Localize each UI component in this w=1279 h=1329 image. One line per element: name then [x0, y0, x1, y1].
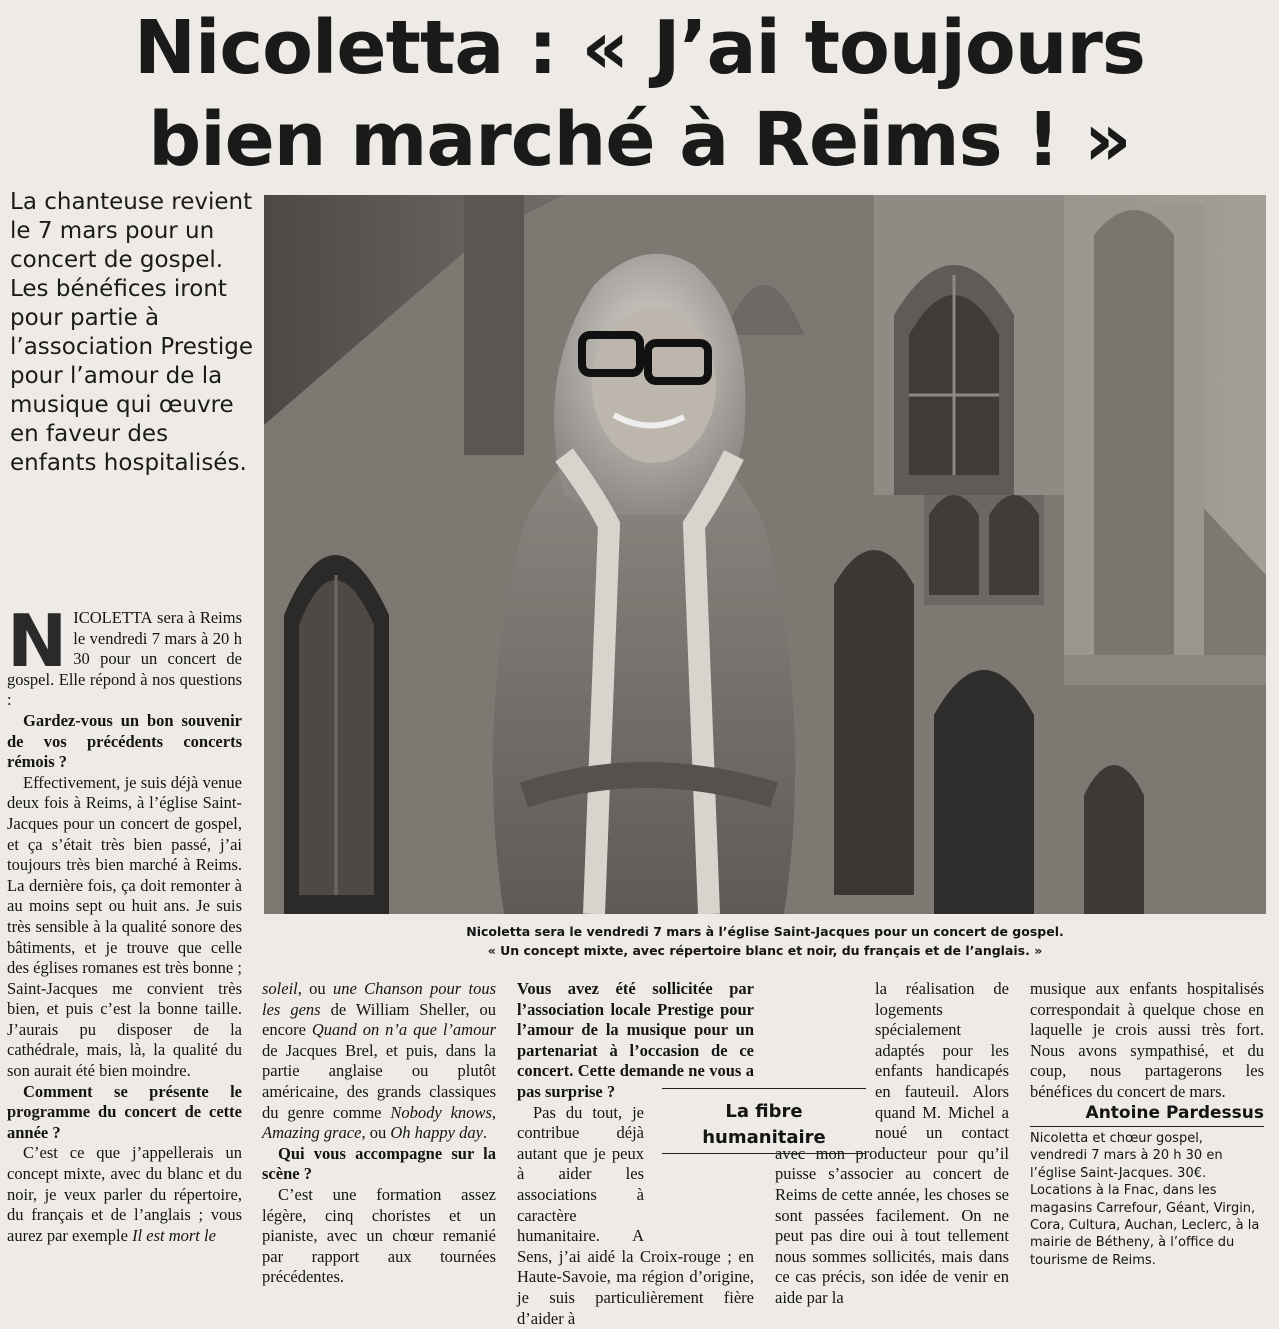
headline-line-1: Nicoletta : « J’ai toujours — [134, 5, 1145, 91]
article-column-2 — [262, 979, 496, 1288]
answer-4-continued: la réalisation de logements spécialement adaptés pour les enfants handicapés en fauteuil. Alors quand M. Michel a noué un contact avec mon producteur pour qu’il puisse s’associer au concert de Reims de cette année, les choses se sont passées facilement. On ne peut pas dire oui à tout tellement nous sommes sollicités, mais dans ce cas précis, son idée de venir en aide par la — [775, 979, 1009, 1307]
song-title: Il est mort le — [132, 1225, 216, 1245]
practical-info: Nicoletta et chœur gospel, vendredi 7 mars à 20 h 30 en l’église Saint-Jacques. 30€. Locations à la Fnac, dans les magasins Carrefour, Géant, Virgin, Cora, Cultura, Auchan, Leclerc, à la mairie de Bétheny, à l’office du tourisme de Reims. — [1030, 1131, 1260, 1268]
intro-paragraph — [7, 599, 242, 711]
article-column-1 — [7, 599, 242, 1246]
body-text: de Jacques Brel, et puis, dans la partie anglaise ou plutôt américaine, des grands classiques du genre comme — [262, 1040, 496, 1122]
inset-heading: La fibre humanitaire — [662, 1088, 866, 1154]
article-column-3 — [517, 979, 754, 1329]
answer-4: Pas du tout, je contribue déjà autant que je peux à aider les associations à caractère humanitaire. A Sens, j’ai aidé la Croix-rouge ; en Haute-Savoie, ma région d’origine, je suis particulièrement fière d’aider à — [517, 1102, 754, 1328]
caption-line-2: « Un concept mixte, avec répertoire blanc et noir, du français et de l’anglais. » — [487, 943, 1043, 958]
song-title: soleil — [262, 979, 298, 998]
photo-nicoletta-church — [264, 195, 1266, 914]
question-2: Comment se présente le programme du concert de cette année ? — [7, 1081, 242, 1142]
headline-line-2: bien marché à Reims ! » — [148, 97, 1131, 183]
answer-2-continued — [262, 979, 496, 1144]
answer-2 — [7, 1143, 242, 1246]
song-title: Nobody knows — [390, 1102, 492, 1122]
article-column-5 — [1030, 979, 1264, 1103]
question-4: Vous avez été sollicitée par l’association locale Prestige pour l’amour de la musique pour un partenariat à l’occasion de ce concert. Cette demande ne vous a pas surprise ? — [517, 979, 754, 1101]
photo-caption — [264, 922, 1266, 960]
photo-illustration — [264, 195, 1266, 914]
body-text: . — [482, 1123, 488, 1143]
body-text: , — [491, 1102, 496, 1122]
answer-1: Effectivement, je suis déjà venue deux fois à Reims, à l’église Saint-Jacques pour un concert de gospel, et ça s’était très bien passé, j’ai toujours très bien marché à Reims. La dernière fois, ça doit remonter à au moins sept ou huit ans. Je suis très sensible à la qualité sonore des bâtiments, et je trouve que celle des églises romanes est très bonne ; Saint-Jacques me convient très bien, et puis c’est la bonne taille. J’aurais pu disposer de la cathédrale, mais, là, la qualité du son aurait été bien moindre. — [7, 772, 242, 1081]
standfirst: La chanteuse revient le 7 mars pour un concert de gospel. Les bénéfices iront pour partie à l’association Prestige pour l’amour de la musique qui œuvre en faveur des enfants hospitalisés. — [10, 189, 254, 476]
answer-3: C’est une formation assez légère, cinq choristes et un pianiste, avec un chœur remanié par rapport aux tournées précédentes. — [262, 1184, 496, 1287]
question-3: Qui vous accompagne sur la scène ? — [262, 1143, 496, 1184]
song-title: une Chanson pour tous les gens — [262, 979, 496, 1019]
intro-text: sera à Reims le vendredi 7 mars à 20 h 30 pour un concert de gospel. Elle répond à nos questions : — [7, 608, 242, 710]
song-title: Oh happy day — [390, 1123, 483, 1143]
answer-4-end: musique aux enfants hospitalisés correspondait à quelque chose en laquelle je crois aussi très fort. Nous avons sympathisé, et du coup, nous partagerons les bénéfices du concert de mars. — [1030, 979, 1264, 1101]
body-text: de William Sheller, ou encore — [262, 999, 497, 1040]
song-title: Amazing grace — [262, 1123, 362, 1143]
body-text: , ou — [297, 979, 333, 998]
intro-name: ICOLETTA — [73, 608, 153, 627]
drop-cap: N — [7, 599, 68, 683]
question-1: Gardez-vous un bon souvenir de vos précédents concerts rémois ? — [7, 710, 242, 772]
answer-2-text: C’est ce que j’appellerais un concept mixte, avec du blanc et du noir, je veux parler du répertoire, du français et de l’anglais ; vous aurez par exemple — [7, 1143, 242, 1245]
body-text: , ou — [361, 1123, 391, 1143]
headline — [0, 2, 1279, 186]
author-byline: Antoine Pardessus — [1030, 1102, 1264, 1127]
caption-line-1: Nicoletta sera le vendredi 7 mars à l’église Saint-Jacques pour un concert de gospel. — [466, 924, 1064, 939]
song-title: Quand on n’a que l’amour — [311, 1020, 496, 1040]
